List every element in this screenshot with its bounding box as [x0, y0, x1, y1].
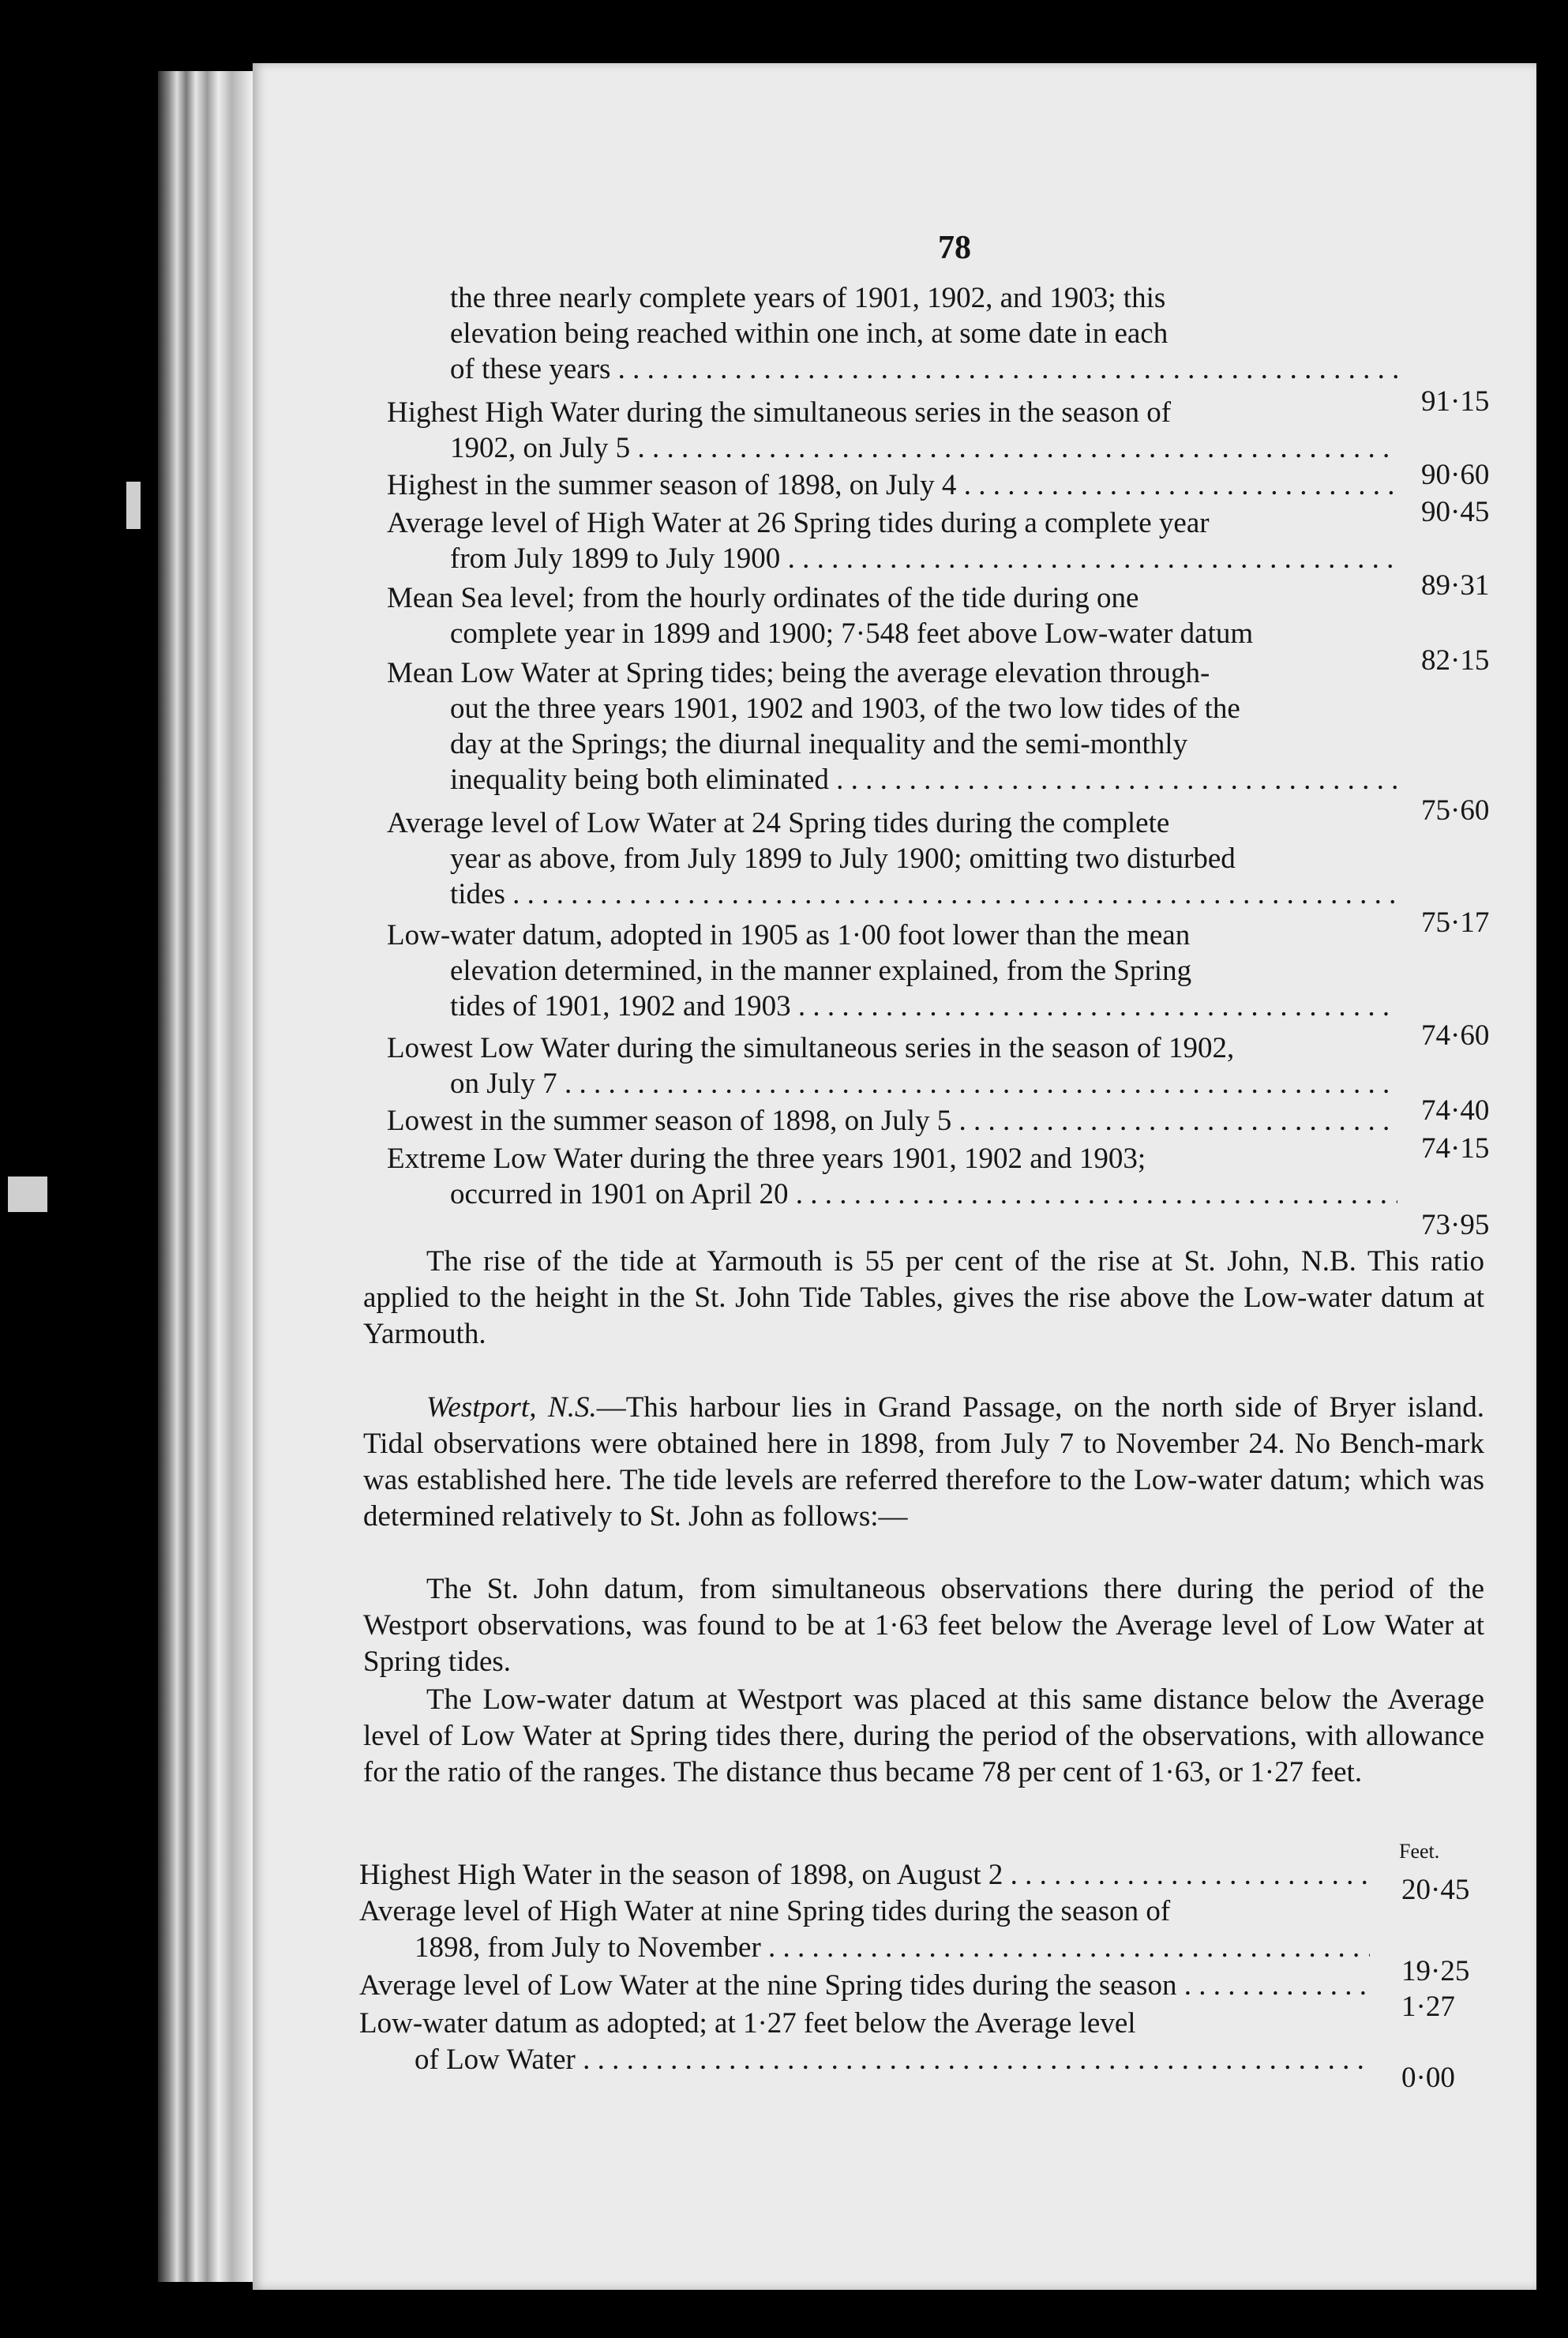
row-text-line: Average level of High Water at nine Spring tides during the season of: [359, 1895, 1171, 1927]
row-text-line: Average level of High Water at 26 Spring tides during a complete year: [387, 507, 1210, 539]
row-text-line: complete year in 1899 and 1900; 7·548 feet above Low-water datum: [450, 617, 1254, 650]
westport-text: —This harbour lies in Grand Passage, on the north side of Bryer island. Tidal observations were obtained here in 1898, from July 7 to November 24. No Bench-mark was established here. The tide levels are referred therefore to the Low-water datum; which was determined relatively to St. John as follows:—: [363, 1391, 1484, 1533]
elevation-value: 20·45: [1401, 1874, 1470, 1906]
table-row: [387, 580, 1397, 651]
row-text-line: tides of 1901, 1902 and 1903 . . .: [387, 989, 1397, 1024]
row-text-line: 1902, on July 5 . . .: [387, 430, 1397, 466]
elevation-value: 74·60: [1421, 1019, 1490, 1052]
table-row: [359, 1857, 1370, 1893]
elevation-value: 91·15: [1421, 385, 1490, 418]
elevation-value: 19·25: [1401, 1955, 1470, 1987]
table-row: [359, 2006, 1370, 2078]
row-text-line: Mean Low Water at Spring tides; being the average elevation through-: [387, 657, 1210, 689]
row-text-line: Average level of Low Water at the nine Spring tides during the season . . .: [359, 1968, 1370, 2004]
row-text-line: Highest in the summer season of 1898, on July 4 . . .: [387, 467, 1397, 503]
table-row: [387, 505, 1397, 576]
elevation-value: 1·27: [1401, 1991, 1455, 2023]
row-text-line: inequality being both eliminated . . .: [387, 762, 1397, 797]
row-text-line: year as above, from July 1899 to July 1900; omitting two disturbed: [450, 843, 1236, 875]
row-text-line: elevation being reached within one inch, at some date in each: [450, 317, 1168, 350]
book-page-edges: [158, 71, 253, 2282]
elevation-value: 74·15: [1421, 1132, 1490, 1165]
row-text-line: Lowest Low Water during the simultaneous series in the season of 1902,: [387, 1032, 1235, 1064]
table-row: [387, 467, 1397, 503]
row-text-line: Extreme Low Water during the three years 1901, 1902 and 1903;: [387, 1143, 1146, 1175]
table-row: [359, 1968, 1370, 2004]
row-text-line: Average level of Low Water at 24 Spring tides during the complete: [387, 807, 1170, 839]
table-row: [387, 918, 1397, 1024]
stjohn-datum-paragraph: The St. John datum, from simultaneous observations there during the period of the Westport observations, was found to be at 1·63 feet below the Average level of Low Water at Spring tides.: [363, 1573, 1484, 1678]
elevation-value: 75·17: [1421, 906, 1490, 939]
table-row: [387, 1103, 1397, 1139]
elevation-value: 90·45: [1421, 496, 1490, 528]
elevation-value: 0·00: [1401, 2062, 1455, 2094]
elevation-value: 75·60: [1421, 794, 1490, 827]
westport-heading: Westport, N.S.: [426, 1391, 597, 1424]
row-text-line: 1898, from July to November . . .: [359, 1930, 1370, 1966]
row-text-line: from July 1899 to July 1900 . . .: [387, 541, 1397, 576]
table-row: [387, 805, 1397, 912]
row-text-line: Lowest in the summer season of 1898, on July 5 . . .: [387, 1103, 1397, 1139]
binding-mark: [8, 1177, 47, 1212]
table-row: [387, 1141, 1397, 1212]
row-text-line: of these years . . .: [387, 351, 1397, 387]
unit-label: Feet.: [1399, 1840, 1440, 1863]
row-text-line: occurred in 1901 on April 20 . . .: [387, 1177, 1397, 1212]
table-row: [359, 1893, 1370, 1966]
elevation-value: 74·40: [1421, 1094, 1490, 1127]
row-text-line: Highest High Water in the season of 1898, on August 2 . . .: [359, 1857, 1370, 1893]
row-text-line: the three nearly complete years of 1901, 1902, and 1903; this: [450, 282, 1166, 314]
row-text-line: day at the Springs; the diurnal inequality and the semi-monthly: [450, 728, 1188, 760]
row-text-line: tides . . .: [387, 876, 1397, 912]
binding-mark: [126, 482, 141, 529]
elevation-value: 90·60: [1421, 459, 1490, 491]
row-text-line: out the three years 1901, 1902 and 1903, of the two low tides of the: [450, 692, 1240, 725]
westport-datum-paragraph: The Low-water datum at Westport was placed at this same distance below the Average level of Low Water at Spring tides there, during the period of the observations, with allowance for the ratio of the ranges. The distance thus became 78 per cent of 1·63, or 1·27 feet.: [363, 1683, 1484, 1788]
row-text-line: Mean Sea level; from the hourly ordinates of the tide during one: [387, 582, 1139, 614]
row-text-line: Highest High Water during the simultaneous series in the season of: [387, 396, 1172, 429]
westport-paragraph: [363, 1390, 1484, 1535]
table-row: [387, 1030, 1397, 1101]
row-text-line: elevation determined, in the manner explained, from the Spring: [450, 955, 1192, 987]
table-row: [387, 280, 1397, 387]
page-number: 78: [938, 230, 971, 266]
rise-paragraph: The rise of the tide at Yarmouth is 55 per cent of the rise at St. John, N.B. This ratio applied to the height in the St. John Tide Tables, gives the rise above the Low-water datum at Yarmouth.: [363, 1245, 1484, 1350]
row-text-line: Low-water datum as adopted; at 1·27 feet below the Average level: [359, 2007, 1136, 2040]
row-text-line: on July 7 . . .: [387, 1066, 1397, 1101]
elevation-value: 82·15: [1421, 644, 1490, 677]
row-text-line: of Low Water . . .: [359, 2042, 1370, 2078]
table-row: [387, 655, 1397, 797]
row-text-line: Low-water datum, adopted in 1905 as 1·00 foot lower than the mean: [387, 919, 1191, 951]
elevation-value: 73·95: [1421, 1209, 1490, 1241]
elevation-value: 89·31: [1421, 569, 1490, 602]
table-row: [387, 395, 1397, 466]
